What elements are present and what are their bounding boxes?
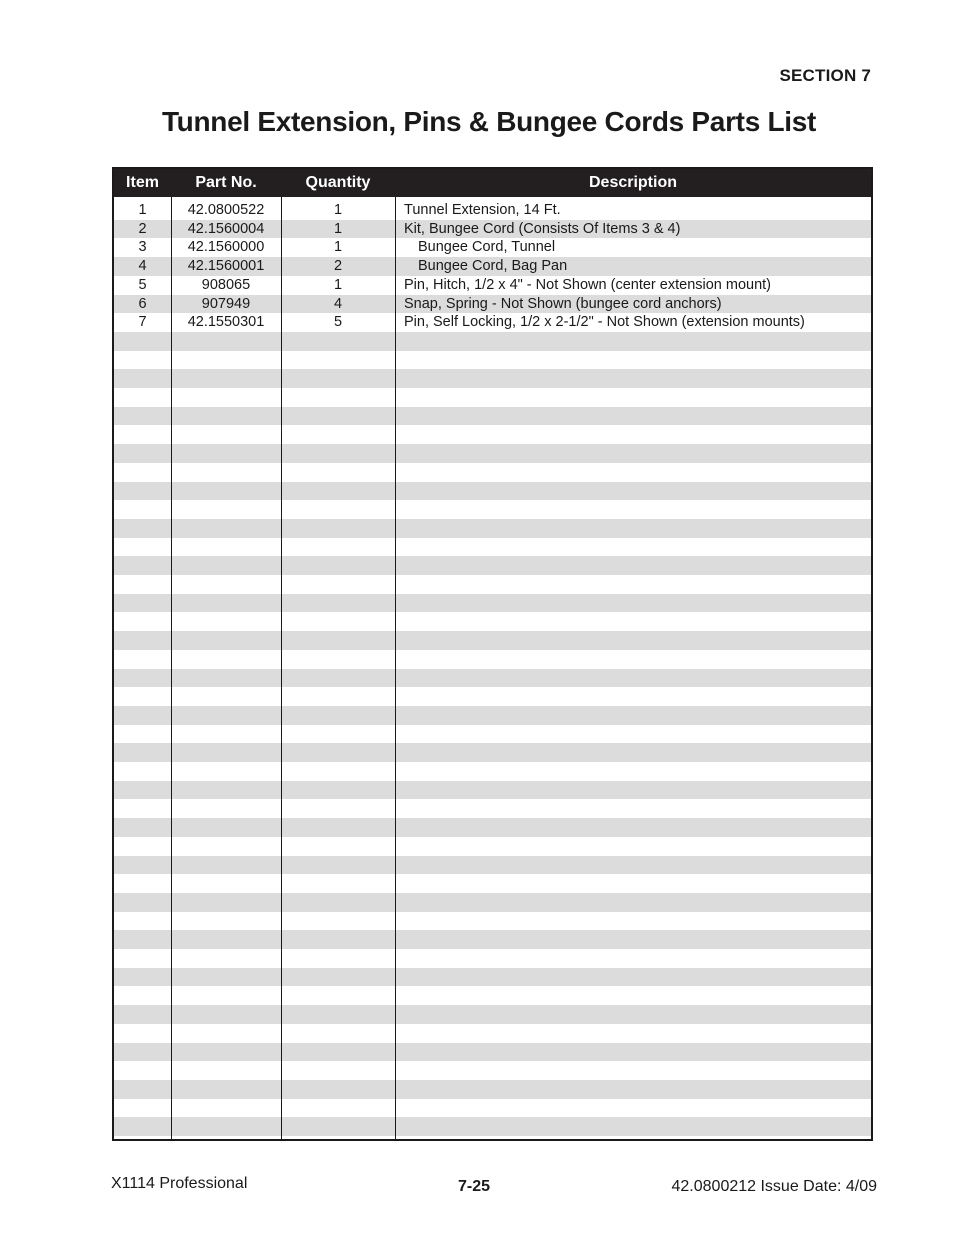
part-number-cell: 42.1550301: [187, 314, 265, 331]
empty-table-row: [114, 332, 871, 351]
empty-table-row: [114, 500, 871, 519]
quantity-cell: 4: [333, 295, 343, 312]
empty-table-row: [114, 725, 871, 744]
empty-table-row: [114, 912, 871, 931]
empty-table-row: [114, 856, 871, 875]
empty-table-row: [114, 444, 871, 463]
empty-table-row: [114, 1080, 871, 1099]
table-row: [114, 313, 871, 332]
quantity-cell: 1: [333, 220, 343, 237]
item-cell: 6: [138, 295, 147, 312]
empty-table-row: [114, 743, 871, 762]
quantity-cell: 1: [333, 202, 343, 218]
quantity-cell: 2: [333, 258, 343, 275]
table-row: [114, 238, 871, 257]
table-header: [114, 169, 871, 197]
empty-table-row: [114, 949, 871, 968]
empty-table-row: [114, 669, 871, 688]
empty-table-row: [114, 612, 871, 631]
empty-table-row: [114, 575, 871, 594]
item-cell: 3: [138, 239, 147, 256]
empty-table-row: [114, 874, 871, 893]
table-row: [114, 257, 871, 276]
empty-table-row: [114, 799, 871, 818]
description-cell: Kit, Bungee Cord (Consists Of Items 3 & 4): [404, 220, 681, 237]
empty-table-row: [114, 1099, 871, 1118]
part-number-cell: 42.0800522: [187, 202, 265, 218]
empty-table-row: [114, 407, 871, 426]
column-header-item: Item: [126, 174, 159, 191]
item-cell: 4: [138, 258, 147, 275]
description-cell: Tunnel Extension, 14 Ft.: [404, 202, 561, 218]
empty-table-row: [114, 986, 871, 1005]
item-cell: 1: [138, 202, 147, 218]
empty-table-row: [114, 369, 871, 388]
empty-table-row: [114, 1117, 871, 1136]
empty-table-row: [114, 463, 871, 482]
column-divider: [171, 197, 172, 1139]
empty-table-row: [114, 425, 871, 444]
empty-table-row: [114, 556, 871, 575]
empty-table-row: [114, 388, 871, 407]
footer-page-number: 7-25: [458, 1178, 491, 1195]
empty-table-row: [114, 930, 871, 949]
description-cell: Bungee Cord, Tunnel: [418, 239, 556, 256]
empty-table-row: [114, 594, 871, 613]
table-row: [114, 201, 871, 220]
empty-table-row: [114, 968, 871, 987]
quantity-cell: 1: [333, 276, 343, 293]
part-number-cell: 42.1560001: [187, 258, 265, 275]
empty-table-row: [114, 631, 871, 650]
part-number-cell: 42.1560000: [187, 239, 265, 256]
part-number-cell: 42.1560004: [187, 220, 265, 237]
empty-table-row: [114, 1024, 871, 1043]
column-header-description: Description: [588, 174, 677, 191]
footer-model: X1114 Professional: [111, 1175, 248, 1192]
empty-table-row: [114, 762, 871, 781]
column-divider: [395, 197, 396, 1139]
footer-document-number: 42.0800212 Issue Date: 4/09: [671, 1178, 877, 1195]
column-header-part-no: Part No.: [195, 174, 257, 191]
description-cell: Pin, Hitch, 1/2 x 4" - Not Shown (center extension mount): [404, 276, 772, 293]
part-number-cell: 908065: [201, 276, 251, 293]
description-cell: Snap, Spring - Not Shown (bungee cord anchors): [404, 295, 722, 312]
empty-table-row: [114, 538, 871, 557]
item-cell: 5: [138, 276, 147, 293]
item-cell: 7: [138, 314, 147, 331]
quantity-cell: 5: [333, 314, 343, 331]
empty-table-row: [114, 650, 871, 669]
table-row: [114, 220, 871, 239]
empty-table-row: [114, 351, 871, 370]
description-cell: Pin, Self Locking, 1/2 x 2-1/2" - Not Shown (extension mounts): [404, 314, 805, 331]
empty-table-row: [114, 837, 871, 856]
empty-table-row: [114, 1043, 871, 1062]
empty-table-row: [114, 1005, 871, 1024]
column-divider: [281, 197, 282, 1139]
page-title: Tunnel Extension, Pins & Bungee Cords Parts List: [161, 106, 817, 137]
empty-table-row: [114, 482, 871, 501]
column-header-quantity: Quantity: [305, 174, 371, 191]
empty-table-row: [114, 706, 871, 725]
section-label: SECTION 7: [779, 66, 871, 85]
table-row: [114, 295, 871, 314]
empty-table-row: [114, 893, 871, 912]
empty-table-row: [114, 781, 871, 800]
empty-table-row: [114, 519, 871, 538]
empty-table-row: [114, 687, 871, 706]
description-cell: Bungee Cord, Bag Pan: [418, 258, 568, 275]
item-cell: 2: [138, 220, 147, 237]
table-row: [114, 276, 871, 295]
part-number-cell: 907949: [201, 295, 251, 312]
quantity-cell: 1: [333, 239, 343, 256]
empty-table-row: [114, 1061, 871, 1080]
empty-table-row: [114, 818, 871, 837]
parts-table: [112, 167, 873, 1141]
